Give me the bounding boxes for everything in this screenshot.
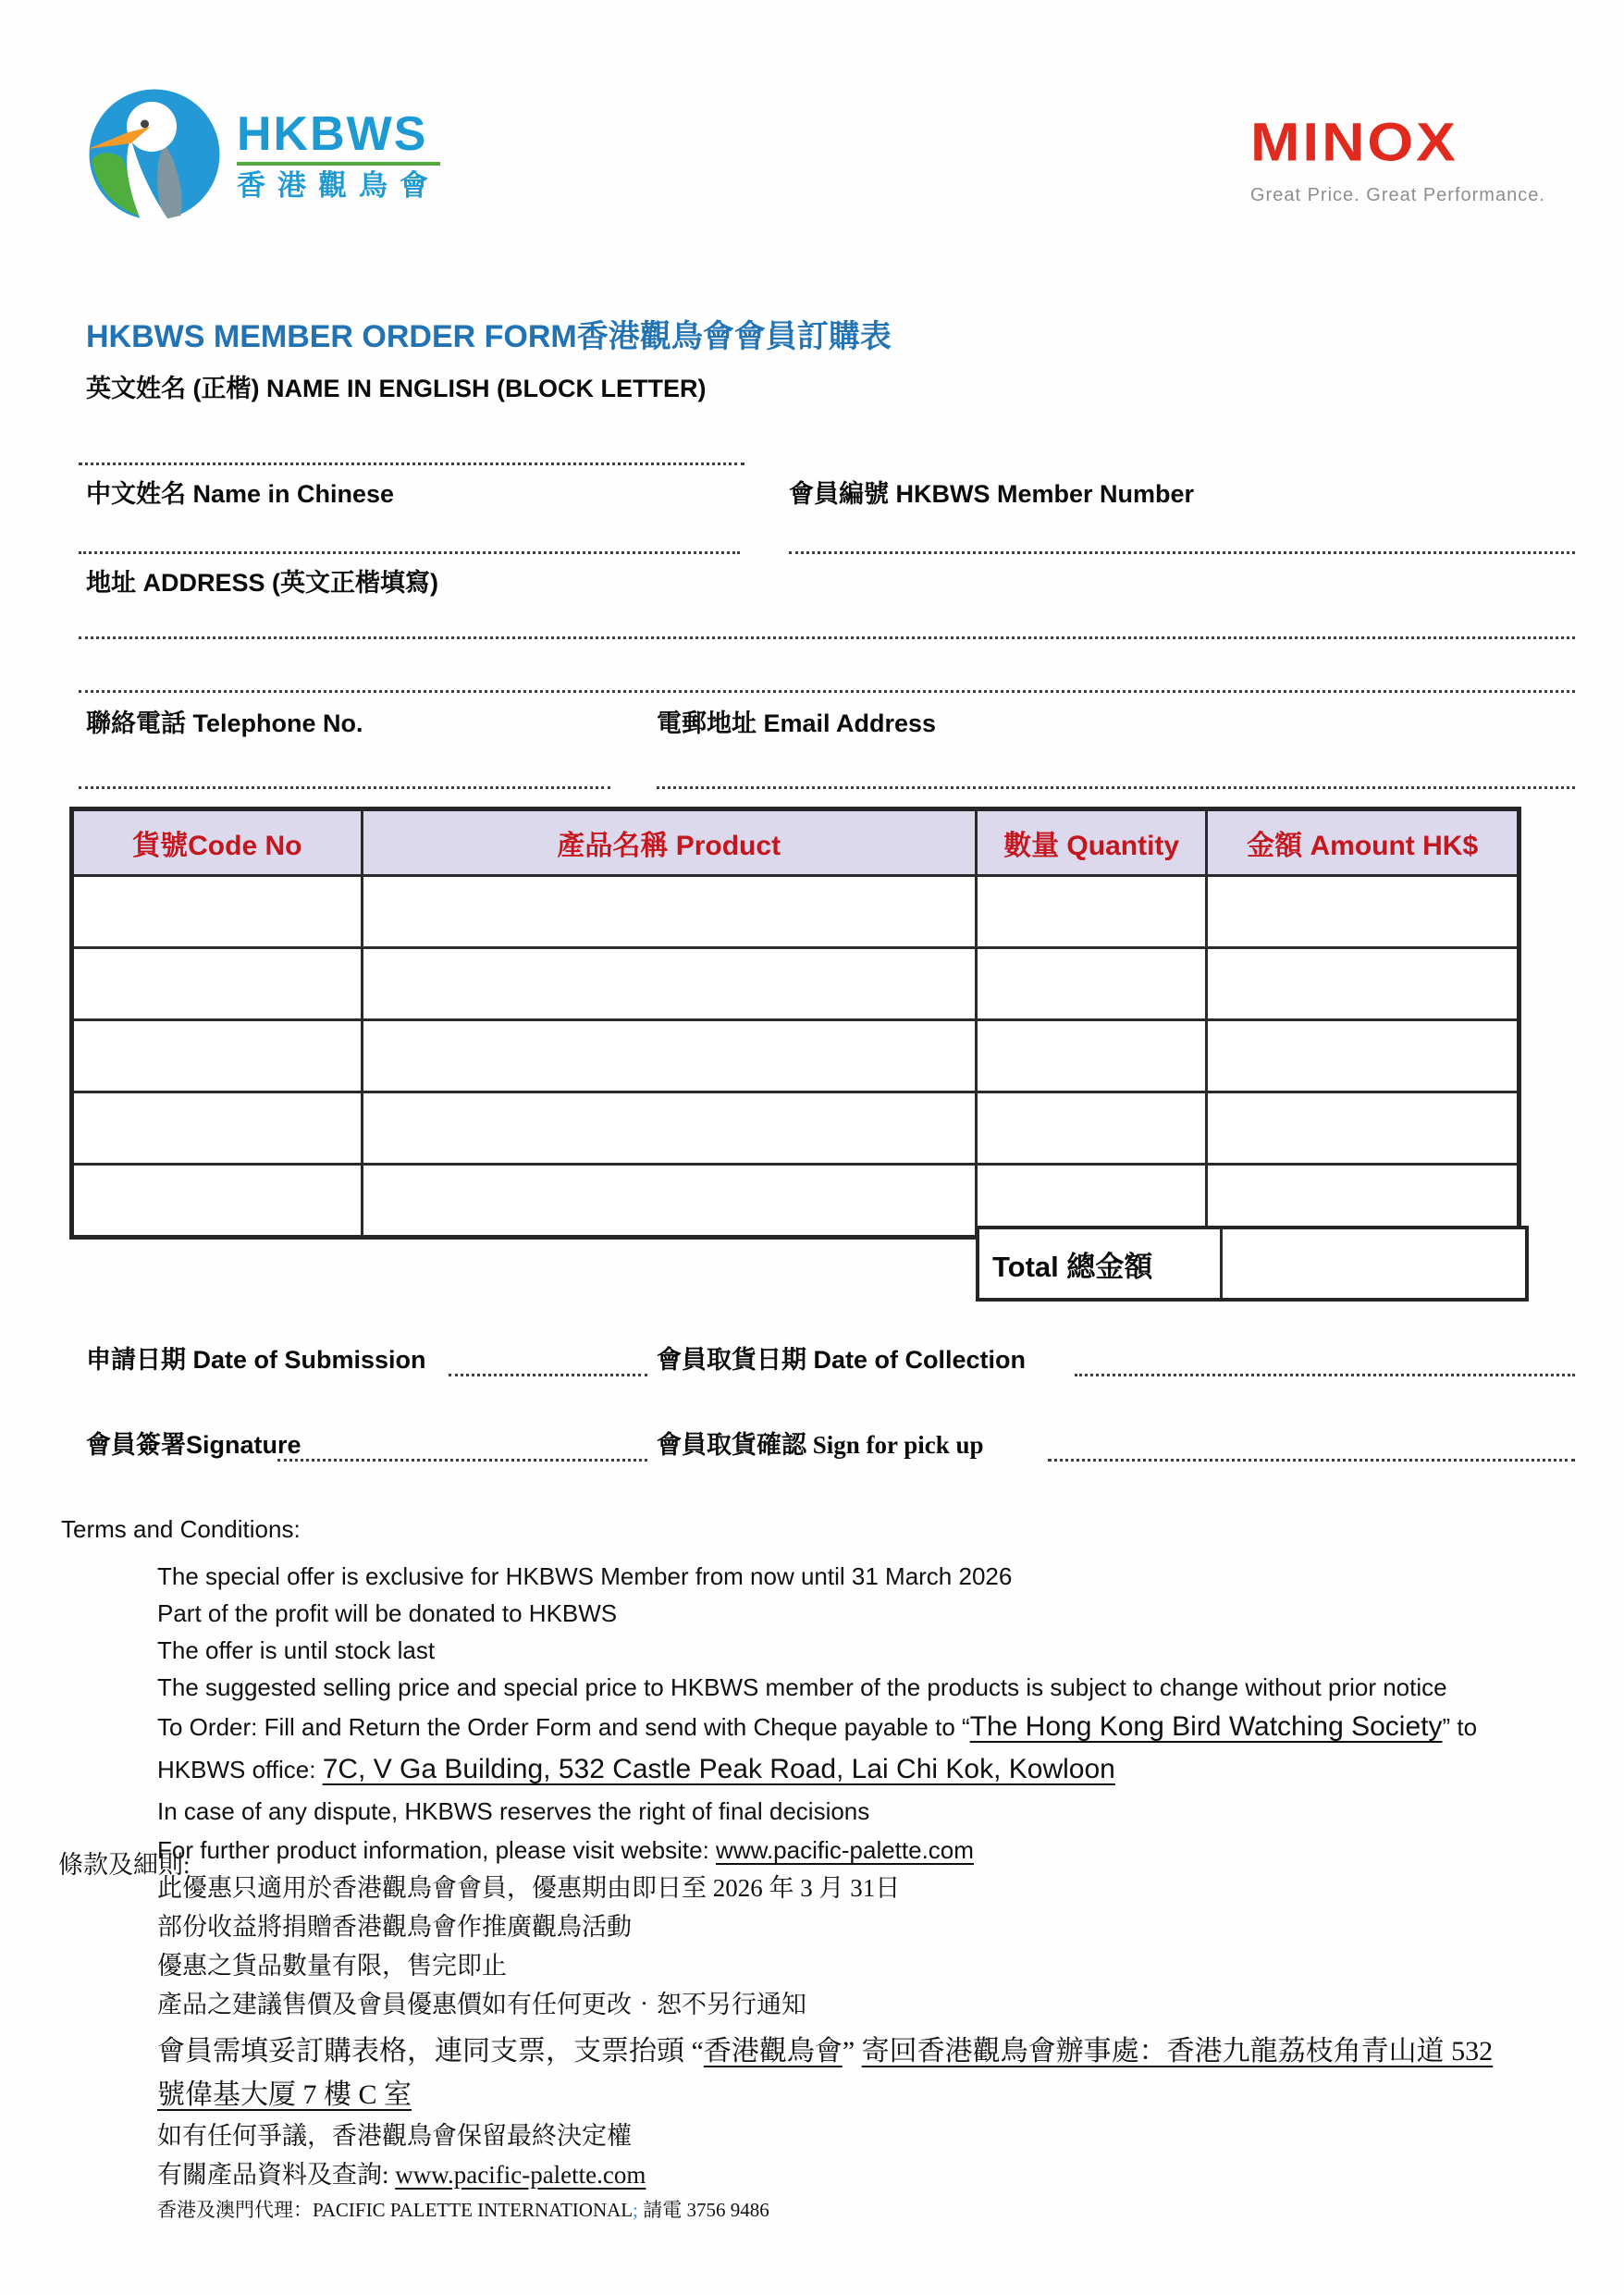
signature-label: 會員簽署Signature <box>86 1431 301 1459</box>
mail-address-underlined-2: 號偉基大厦 7 樓 C 室 <box>157 2079 412 2110</box>
terms-zh-list <box>157 1869 1572 2226</box>
term-zh-agent-line <box>157 2194 1572 2226</box>
form-title: HKBWS MEMBER ORDER FORM香港觀鳥會會員訂購表 <box>86 319 892 354</box>
date-submission-fill-line[interactable] <box>449 1346 647 1376</box>
table-row <box>72 1092 1519 1165</box>
cell-amount[interactable] <box>1207 948 1519 1020</box>
member-number-label: 會員編號 HKBWS Member Number <box>789 480 1195 508</box>
term-en-item: The special offer is exclusive for HKBWS Member from now until 31 March 2026 <box>157 1562 1013 1590</box>
hkbws-bird-icon <box>85 85 224 224</box>
date-submission-label: 申請日期 Date of Submission <box>86 1346 426 1374</box>
hkbws-logo-rule <box>237 162 440 166</box>
cell-quantity[interactable] <box>976 948 1206 1020</box>
table-header-row <box>72 809 1519 876</box>
email-label: 電郵地址 Email Address <box>657 709 937 737</box>
website-link[interactable]: www.pacific-palette.com <box>716 1836 974 1864</box>
table-row <box>72 1020 1519 1092</box>
email-fill-line[interactable] <box>657 759 1575 789</box>
terms-en-heading: Terms and Conditions: <box>61 1515 301 1543</box>
cell-code[interactable] <box>72 1092 363 1165</box>
society-zh-underlined: 香港觀鳥會 <box>703 2036 843 2067</box>
term-zh-enquiry-line <box>157 2155 1572 2194</box>
signature-fill-line[interactable] <box>277 1431 647 1462</box>
telephone-label: 聯絡電話 Telephone No. <box>86 709 363 737</box>
order-table <box>69 807 1521 1240</box>
term-en-item: In case of any dispute, HKBWS reserves the right of final decisions <box>157 1797 870 1825</box>
member-number-fill-line[interactable] <box>789 524 1575 554</box>
table-row <box>72 948 1519 1020</box>
total-label: Total 總金額 <box>979 1229 1223 1298</box>
cell-product[interactable] <box>362 948 976 1020</box>
cell-code[interactable] <box>72 948 363 1020</box>
date-collection-fill-line[interactable] <box>1075 1346 1575 1376</box>
term-zh-mail-line1 <box>157 2030 1572 2073</box>
address-label: 地址 ADDRESS (英文正楷填寫) <box>86 569 439 597</box>
society-name-underlined: The Hong Kong Bird Watching Society <box>969 1711 1443 1742</box>
address-fill-line-1[interactable] <box>79 609 1575 639</box>
cell-code[interactable] <box>72 876 363 948</box>
office-prefix: HKBWS office: <box>157 1756 323 1783</box>
cell-quantity[interactable] <box>976 1020 1206 1092</box>
cell-code[interactable] <box>72 1020 363 1092</box>
total-amount-cell[interactable] <box>1223 1229 1525 1298</box>
term-zh-mail-line2 <box>157 2073 1572 2116</box>
col-header-quantity: 數量 Quantity <box>976 809 1206 876</box>
total-row <box>976 1226 1529 1302</box>
cell-amount[interactable] <box>1207 1092 1519 1165</box>
name-english-label: 英文姓名 (正楷) NAME IN ENGLISH (BLOCK LETTER) <box>86 375 707 402</box>
cell-quantity[interactable] <box>976 876 1206 948</box>
cell-product[interactable] <box>362 1165 976 1238</box>
col-header-amount: 金額 Amount HK$ <box>1207 809 1519 876</box>
name-chinese-fill-line[interactable] <box>79 524 740 554</box>
order-prefix: To Order: Fill and Return the Order Form and send with Cheque payable to “ <box>157 1713 970 1741</box>
mail-mid: ” <box>842 2036 862 2067</box>
hkbws-logo-chinese: 香港觀鳥會 <box>237 168 440 202</box>
telephone-fill-line[interactable] <box>79 759 610 789</box>
term-en-item: Part of the profit will be donated to HKBWS <box>157 1599 618 1627</box>
address-fill-line-2[interactable] <box>79 662 1575 693</box>
term-zh-item: 如有任何爭議，香港觀鳥會保留最終決定權 <box>157 2122 632 2150</box>
enquiry-website-link[interactable]: www.pacific-palette.com <box>395 2161 646 2189</box>
cell-amount[interactable] <box>1207 876 1519 948</box>
name-english-fill-line[interactable] <box>79 435 744 465</box>
agent-text: 香港及澳門代理：PACIFIC PALETTE INTERNATIONAL <box>157 2199 634 2221</box>
cell-product[interactable] <box>362 1020 976 1092</box>
cell-product[interactable] <box>362 1092 976 1165</box>
sign-pickup-fill-line[interactable] <box>1048 1431 1575 1462</box>
terms-zh-heading: 條款及細則: <box>58 1851 191 1879</box>
office-address-underlined: 7C, V Ga Building, 532 Castle Peak Road, Lai Chi Kok, Kowloon <box>322 1754 1115 1784</box>
hkbws-logo <box>85 85 440 224</box>
term-en-order-line1 <box>157 1706 1563 1748</box>
mail-address-underlined-1: 寄回香港觀鳥會辦事處：香港九龍荔枝角青山道 532 <box>861 2036 1494 2067</box>
agent-phone: 請電 3756 9486 <box>637 2199 769 2221</box>
sign-pickup-label: 會員取貨確認 Sign for pick up <box>657 1431 984 1459</box>
enquiry-prefix: 有關產品資料及查詢: <box>157 2161 396 2189</box>
minox-logo-tagline: Great Price. Great Performance. <box>1250 185 1545 205</box>
cell-code[interactable] <box>72 1165 363 1238</box>
term-en-website-line <box>157 1832 1563 1869</box>
cell-product[interactable] <box>362 876 976 948</box>
col-header-product: 產品名稱 Product <box>362 809 976 876</box>
term-zh-item: 產品之建議售價及會員優惠價如有任何更改‧恕不另行通知 <box>157 1991 806 2018</box>
hkbws-logo-acronym: HKBWS <box>237 106 428 161</box>
term-en-order-line2 <box>157 1748 1563 1791</box>
website-prefix: For further product information, please visit website: <box>157 1836 717 1864</box>
term-en-item: The suggested selling price and special price to HKBWS member of the products is subject to change without prior notice <box>157 1673 1447 1701</box>
mail-prefix: 會員需填妥訂購表格，連同支票，支票抬頭 “ <box>157 2036 704 2067</box>
term-en-item: The offer is until stock last <box>157 1636 436 1664</box>
order-after: ” to <box>1442 1713 1478 1741</box>
col-header-code-no: 貨號Code No <box>72 809 363 876</box>
term-zh-item: 優惠之貨品數量有限，售完即止 <box>157 1952 507 1980</box>
minox-logo <box>1250 111 1545 206</box>
term-zh-item: 此優惠只適用於香港觀鳥會會員，優惠期由即日至 2026 年 3 月 31日 <box>157 1874 901 1902</box>
cell-amount[interactable] <box>1207 1020 1519 1092</box>
term-zh-item: 部份收益將捐贈香港觀鳥會作推廣觀鳥活動 <box>157 1913 632 1941</box>
name-chinese-label: 中文姓名 Name in Chinese <box>86 480 395 508</box>
cell-quantity[interactable] <box>976 1092 1206 1165</box>
table-row <box>72 876 1519 948</box>
minox-logo-wordmark: MINOX <box>1250 111 1458 173</box>
date-collection-label: 會員取貨日期 Date of Collection <box>657 1346 1027 1374</box>
agent-separator: ; <box>633 2199 638 2221</box>
terms-en-list <box>157 1558 1563 1869</box>
